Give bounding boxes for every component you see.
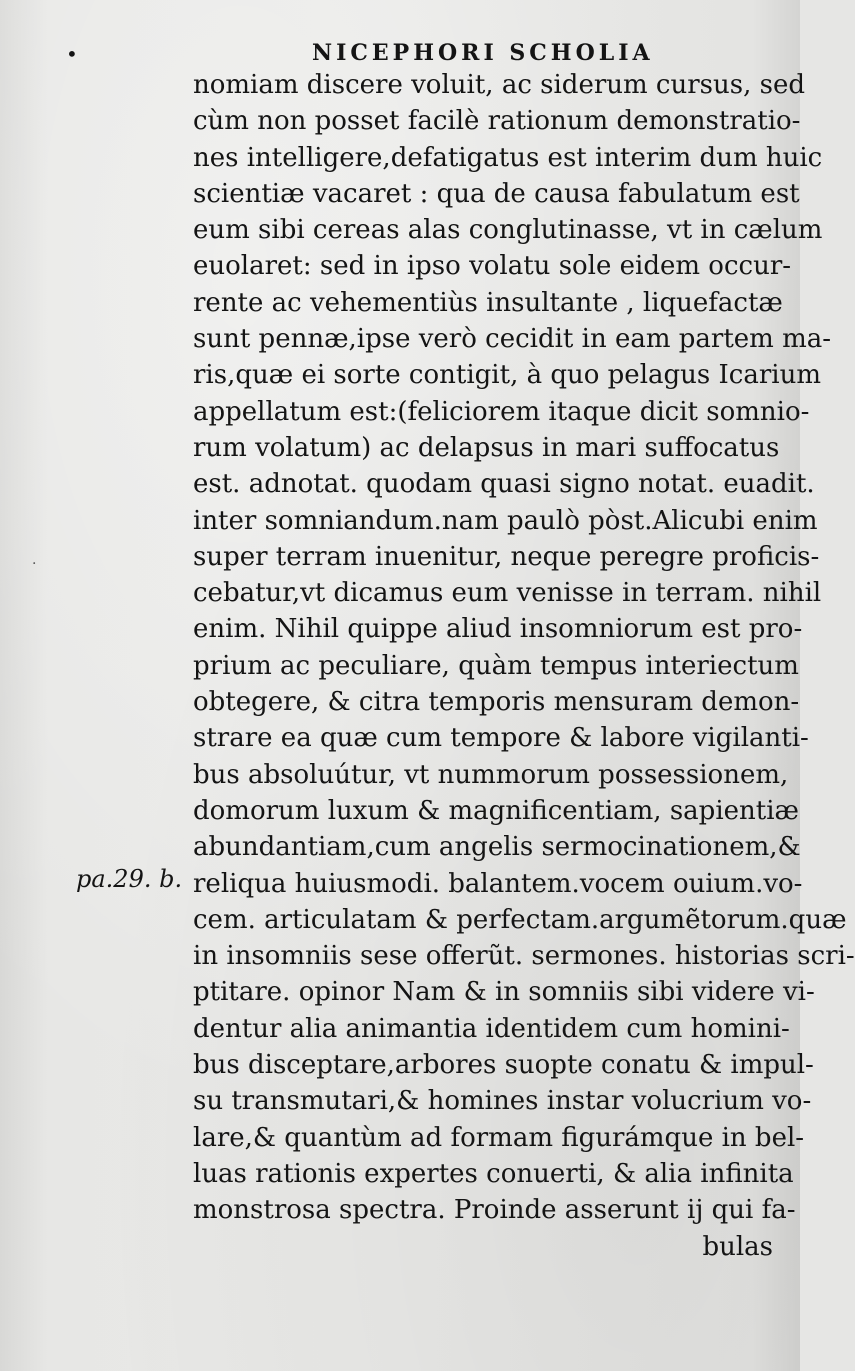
text-line: rum volatum) ac delapsus in mari suffocatus: [193, 432, 780, 463]
text-line: rente ac vehementiùs insultante , liquefactæ: [193, 287, 783, 318]
text-line: luas rationis expertes conuerti, & alia infinita: [193, 1158, 794, 1189]
text-line: enim. Nihil quippe aliud insomniorum est pro-: [193, 614, 803, 645]
text-line: cem. articulatam & perfectam.argumẽtorum.quæ: [193, 904, 847, 935]
body-text: [193, 67, 855, 1265]
text-line: su transmutari,& homines instar volucrium vo-: [193, 1086, 812, 1117]
text-line: scientiæ vacaret : qua de causa fabulatum est: [193, 178, 800, 209]
text-line: lare,& quantùm ad formam figurámque in bel-: [193, 1122, 805, 1153]
text-line: abundantiam,cum angelis sermocinationem,&: [193, 832, 801, 863]
text-line: reliqua huiusmodi. balantem.vocem ouium.vo-: [193, 868, 803, 899]
text-line: cùm non posset facilè rationum demonstratio-: [193, 106, 801, 137]
text-line: nomiam discere voluit, ac siderum cursus, sed: [193, 70, 805, 100]
text-line: strare ea quæ cum tempore & labore vigilanti-: [193, 723, 809, 754]
text-line: appellatum est:(feliciorem itaque dicit somnio-: [193, 396, 810, 427]
text-line: eum sibi cereas alas conglutinasse, vt in cælum: [193, 215, 823, 246]
text-line: nes intelligere,defatigatus est interim dum huic: [193, 142, 823, 173]
text-line: bus absoluútur, vt nummorum possessionem,: [193, 759, 789, 790]
text-line: sunt pennæ,ipse verò cecidit in eam partem ma-: [193, 324, 832, 355]
text-line: ptitare. opinor Nam & in somniis sibi videre vi-: [193, 977, 815, 1008]
text-line: ris,quæ ei sorte contigit, à quo pelagus Icarium: [193, 360, 821, 391]
text-line: dentur alia animantia identidem cum homini-: [193, 1013, 790, 1044]
text-line: super terram inuenitur, neque peregre proficis-: [193, 541, 820, 572]
text-line: cebatur,vt dicamus eum venisse in terram. nihil: [193, 578, 822, 609]
text-line: inter somniandum.nam paulò pòst.Alicubi enim: [193, 505, 818, 536]
text-line: est. adnotat. quodam quasi signo notat. euadit.: [193, 469, 815, 500]
text-line: domorum luxum & magnificentiam, sapientiæ: [193, 795, 799, 826]
text-line: obtegere, & citra temporis mensuram demon-: [193, 687, 800, 718]
text-line: monstrosa spectra. Proinde asserunt ij qui fa-: [193, 1195, 796, 1226]
ink-speck: ·: [32, 556, 37, 572]
margin-note-reference: pa.29. b.: [76, 865, 183, 893]
running-head: NICEPHORI SCHOLIA: [312, 40, 654, 66]
text-line: euolaret: sed in ipso volatu sole eidem occur-: [193, 251, 792, 282]
text-line: in insomniis sese offerũt. sermones. historias scri-: [193, 941, 855, 972]
text-line: bus disceptare,arbores suopte conatu & impul-: [193, 1050, 814, 1081]
text-line: prium ac peculiare, quàm tempus interiectum: [193, 650, 799, 681]
page-bullet-mark: •: [66, 42, 78, 66]
catchword: bulas: [702, 1231, 773, 1262]
